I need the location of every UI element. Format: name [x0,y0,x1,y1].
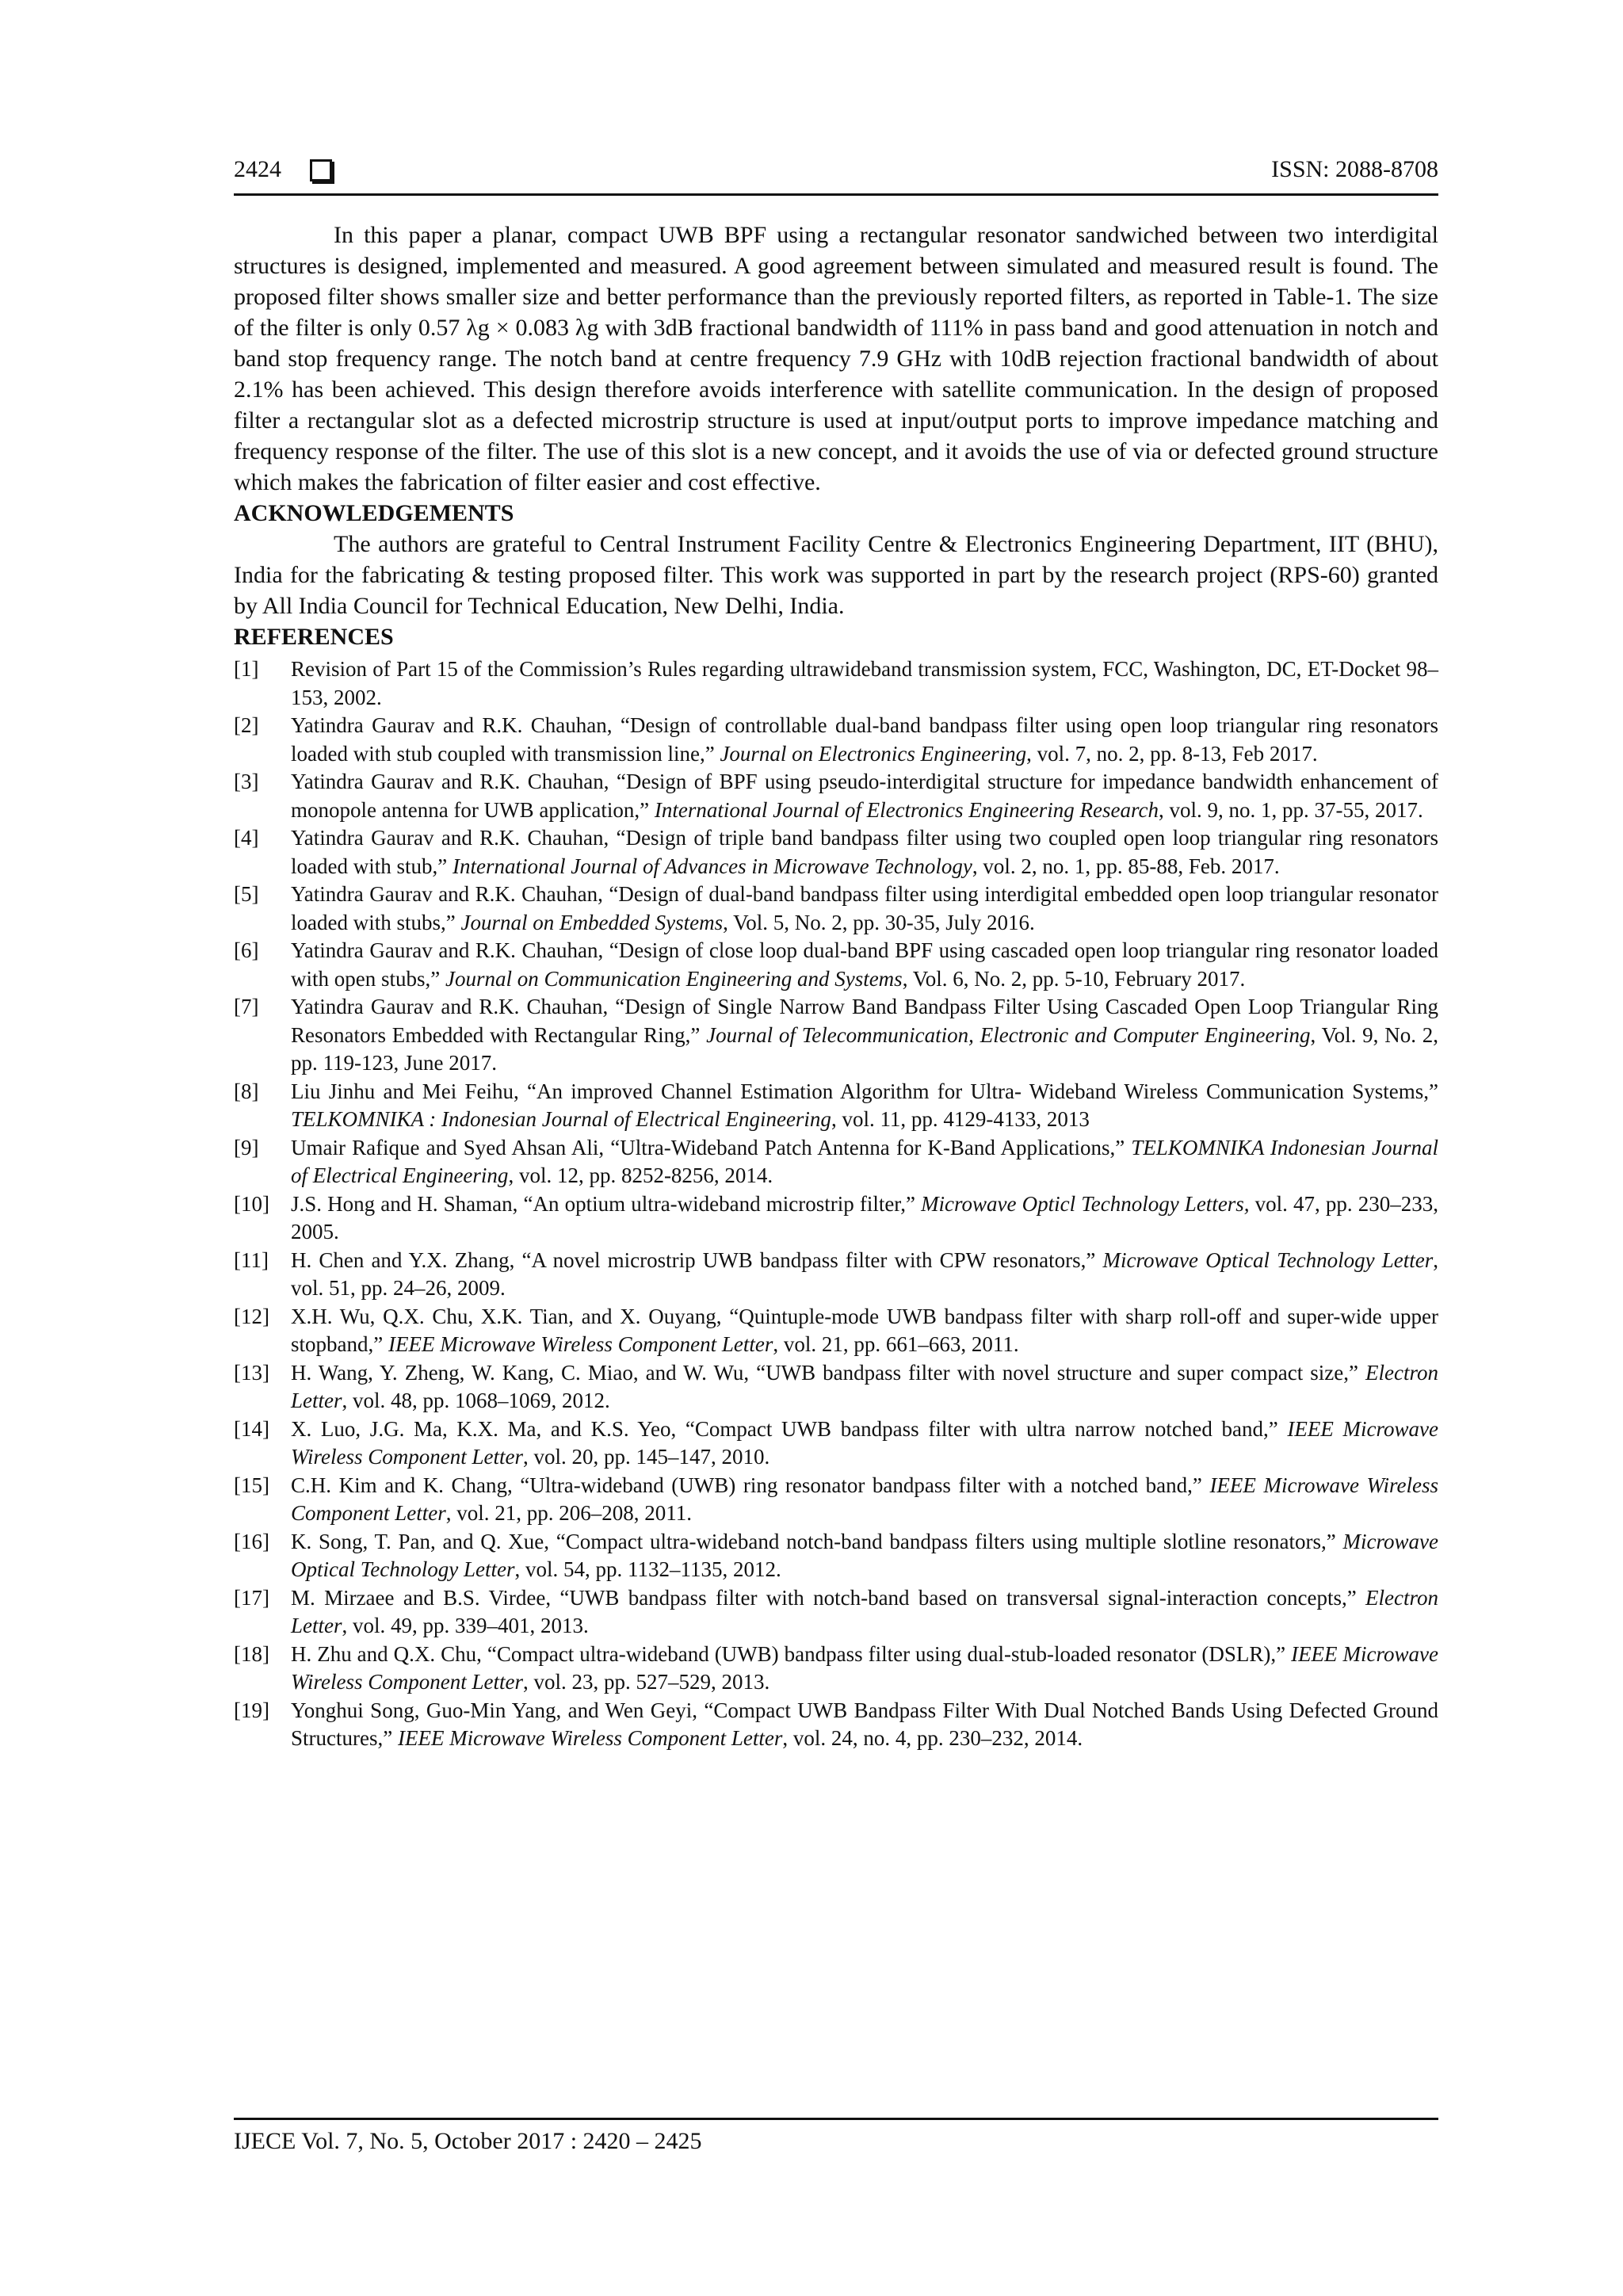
reference-journal: International Journal of Advances in Microwave Technology [452,854,972,878]
reference-text [291,1584,1438,1641]
reference-authors-title: Yonghui Song, Guo-Min Yang, and Wen Geyi, “Compact UWB Bandpass Filter With Dual Notched Bands Using Defected Ground Structures,” [291,1698,1438,1750]
reference-item [234,1641,1438,1697]
reference-item [234,1697,1438,1753]
reference-journal: TELKOMNIKA : Indonesian Journal of Electrical Engineering [291,1107,831,1131]
reference-authors-title: J.S. Hong and H. Shaman, “An optium ultra-wideband microstrip filter,” [291,1191,922,1216]
reference-text [291,1247,1438,1303]
reference-journal: Journal on Communication Engineering and Systems [445,966,903,991]
conclusion-paragraph: In this paper a planar, compact UWB BPF using a rectangular resonator sandwiched between two interdigital structures is designed, implemented and measured. A good agreement between simulated and measured result is found. The proposed filter shows smaller size and better performance than the previously reported filters, as reported in Table-1. The size of the filter is only 0.57 λg × 0.083 λg with 3dB fractional bandwidth of 111% in pass band and good attenuation in notch and band stop frequency range. The notch band at centre frequency 7.9 GHz with 10dB rejection fractional bandwidth of about 2.1% has been achieved. This design therefore avoids interference with satellite communication. In the design of proposed filter a rectangular slot as a defected microstrip structure is used at input/output ports to improve impedance matching and frequency response of the filter. The use of this slot is a new concept, and it avoids the use of via or defected ground structure which makes the fabrication of filter easier and cost effective. [234,222,1438,495]
reference-journal: Electron Letter [291,1585,1438,1637]
running-header [234,151,1438,196]
reference-journal: Microwave Optical Technology Letter [1102,1247,1434,1272]
reference-authors-title: Revision of Part 15 of the Commission’s Rules regarding ultrawideband transmission system, FCC, Washington, DC, ET-Docket 98–153, 2002. [291,657,1438,709]
acknowledgements-heading: ACKNOWLEDGEMENTS [234,500,514,526]
reference-journal: Journal on Embedded Systems [460,910,724,934]
page-body [234,151,1438,1753]
reference-number: [19] [234,1698,269,1722]
reference-text [291,1528,1438,1584]
reference-text [291,1472,1438,1528]
reference-details: , vol. 23, pp. 527–529, 2013. [522,1670,770,1694]
reference-details: , vol. 24, no. 4, pp. 230–232, 2014. [782,1726,1083,1750]
reference-text [291,1078,1438,1134]
reference-text [291,1359,1438,1415]
reference-authors-title: H. Zhu and Q.X. Chu, “Compact ultra-wideband (UWB) bandpass filter using dual-stub-loaded resonator (DSLR),” [291,1641,1292,1666]
reference-item [234,1415,1438,1472]
reference-journal: International Journal of Electronics Engineering Research [654,797,1159,822]
reference-details: , vol. 12, pp. 8252-8256, 2014. [508,1163,773,1187]
reference-number: [4] [234,826,259,850]
reference-item [234,1190,1438,1247]
reference-text [291,655,1438,712]
reference-authors-title: X.H. Wu, Q.X. Chu, X.K. Tian, and X. Ouyang, “Quintuple-mode UWB bandpass filter with sharp roll-off and super-wide upper stopband,” [291,1304,1438,1356]
reference-item [234,1528,1438,1584]
reference-authors-title: Yatindra Gaurav and R.K. Chauhan, “Design of triple band bandpass filter using two coupled open loop triangular ring resonators loaded with stub,” [291,826,1438,878]
references-heading: REFERENCES [234,624,394,650]
reference-details: , vol. 54, pp. 1132–1135, 2012. [514,1557,781,1581]
reference-journal: Electron Letter [291,1360,1438,1412]
reference-details: , vol. 49, pp. 339–401, 2013. [342,1614,589,1637]
reference-item [234,1303,1438,1359]
reference-journal: IEEE Microwave Wireless Component Letter [291,1473,1438,1525]
reference-number: [11] [234,1247,269,1272]
reference-number: [5] [234,882,259,906]
reference-item [234,937,1438,993]
reference-text [291,993,1438,1078]
reference-number: [18] [234,1641,269,1666]
reference-authors-title: H. Chen and Y.X. Zhang, “A novel microstrip UWB bandpass filter with CPW resonators,” [291,1247,1103,1272]
reference-journal: Microwave Opticl Technology Letters, [921,1191,1250,1216]
reference-details: , vol. 11, pp. 4129-4133, 2013 [831,1107,1090,1131]
reference-details: vol. 47, pp. 230–233, 2005. [291,1191,1438,1244]
reference-details: , vol. 2, no. 1, pp. 85-88, Feb. 2017. [972,854,1280,878]
footer-citation: IJECE Vol. 7, No. 5, October 2017 : 2420 – 2425 [234,2128,702,2154]
reference-number: [3] [234,770,259,793]
reference-item [234,1584,1438,1641]
reference-authors-title: X. Luo, J.G. Ma, K.X. Ma, and K.S. Yeo, “Compact UWB bandpass filter with ultra narrow notched band,” [291,1416,1288,1441]
reference-number: [8] [234,1079,259,1103]
reference-details: , vol. 20, pp. 145–147, 2010. [522,1445,770,1469]
reference-text [291,1303,1438,1359]
reference-item [234,712,1438,768]
reference-authors-title: H. Wang, Y. Zheng, W. Kang, C. Miao, and W. Wu, “UWB bandpass filter with novel structure and super compact size,” [291,1360,1366,1385]
reference-journal: TELKOMNIKA Indonesian Journal of Electrical Engineering [291,1135,1438,1187]
reference-journal: Journal on Electronics Engineering [720,741,1027,766]
reference-number: [13] [234,1360,269,1385]
reference-text [291,1134,1438,1190]
reference-details: , Vol. 5, No. 2, pp. 30-35, July 2016. [723,910,1035,934]
reference-item [234,768,1438,824]
reference-item [234,655,1438,712]
reference-list [234,655,1438,1753]
reference-journal: IEEE Microwave Wireless Component Letter [291,1641,1438,1694]
reference-authors-title: Yatindra Gaurav and R.K. Chauhan, “Design of controllable dual-band bandpass filter using open loop triangular ring resonators loaded with stub coupled with transmission line,” [291,713,1438,766]
reference-journal: Journal of Telecommunication, Electronic and Computer Engineering [706,1022,1311,1047]
reference-details: , vol. 21, pp. 206–208, 2011. [445,1501,692,1525]
reference-number: [9] [234,1135,259,1159]
reference-number: [1] [234,657,259,681]
reference-journal: IEEE Microwave Wireless Component Letter [388,1332,773,1356]
reference-item [234,1078,1438,1134]
reference-authors-title: Yatindra Gaurav and R.K. Chauhan, “Design of dual-band bandpass filter using interdigital embedded open loop triangular resonator loaded with stubs,” [291,882,1438,934]
reference-authors-title: Yatindra Gaurav and R.K. Chauhan, “Design of close loop dual-band BPF using cascaded open loop triangular ring resonator loaded with open stubs,” [291,938,1438,991]
reference-authors-title: M. Mirzaee and B.S. Virdee, “UWB bandpass filter with notch-band based on transversal signal-interaction concepts,” [291,1585,1366,1610]
header-left [234,156,332,183]
reference-text [291,1697,1438,1753]
reference-details: , Vol. 9, No. 2, pp. 119-123, June 2017. [291,1022,1438,1075]
reference-details: , vol. 48, pp. 1068–1069, 2012. [342,1389,610,1412]
reference-number: [6] [234,938,259,962]
issn: ISSN: 2088-8708 [1271,156,1438,182]
reference-text [291,712,1438,768]
reference-item [234,881,1438,937]
reference-item [234,1134,1438,1190]
acknowledgements-paragraph: The authors are grateful to Central Instrument Facility Centre & Electronics Engineering Department, IIT (BHU), India for the fabricating & testing proposed filter. This work was supported in part by the research project (RPS-60) granted by All India Council for Technical Education, New Delhi, India. [234,531,1438,619]
reference-details: , vol. 21, pp. 661–663, 2011. [773,1332,1019,1356]
reference-number: [16] [234,1529,269,1553]
reference-item [234,993,1438,1078]
reference-journal: IEEE Microwave Wireless Component Letter [291,1416,1438,1469]
reference-authors-title: Yatindra Gaurav and R.K. Chauhan, “Design of BPF using pseudo-interdigital structure for impedance bandwidth enhancement of monopole antenna for UWB application,” [291,770,1438,822]
reference-number: [17] [234,1585,269,1610]
reference-authors-title: K. Song, T. Pan, and Q. Xue, “Compact ultra-wideband notch-band bandpass filters using multiple slotline resonators,” [291,1529,1343,1553]
reference-journal: IEEE Microwave Wireless Component Letter [397,1726,783,1750]
reference-item [234,1359,1438,1415]
reference-item [234,824,1438,881]
reference-item [234,1247,1438,1303]
reference-authors-title: Liu Jinhu and Mei Feihu, “An improved Channel Estimation Algorithm for Ultra- Wideband Wireless Communication Systems,” [291,1079,1438,1103]
reference-number: [2] [234,713,259,737]
reference-details: , vol. 7, no. 2, pp. 8-13, Feb 2017. [1026,741,1318,766]
reference-number: [15] [234,1473,269,1497]
reference-number: [12] [234,1304,269,1328]
reference-text [291,768,1438,824]
reference-item [234,1472,1438,1528]
reference-text [291,881,1438,937]
reference-text [291,1190,1438,1247]
reference-journal: Microwave Optical Technology Letter [291,1529,1438,1581]
reference-number: [10] [234,1191,269,1216]
reference-authors-title: C.H. Kim and K. Chang, “Ultra-wideband (UWB) ring resonator bandpass filter with a notched band,” [291,1473,1210,1497]
page-number: 2424 [234,156,281,182]
reference-details: , Vol. 6, No. 2, pp. 5-10, February 2017. [902,966,1246,991]
reference-authors-title: Yatindra Gaurav and R.K. Chauhan, “Design of Single Narrow Band Bandpass Filter Using Cascaded Open Loop Triangular Ring Resonators Embedded with Rectangular Ring,” [291,995,1438,1047]
reference-authors-title: Umair Rafique and Syed Ahsan Ali, “Ultra-Wideband Patch Antenna for K-Band Applications,” [291,1135,1132,1159]
square-bullet-icon [310,159,332,181]
running-footer [234,2118,1438,2155]
reference-text [291,937,1438,993]
reference-text [291,1641,1438,1697]
reference-number: [14] [234,1416,269,1441]
reference-text [291,1415,1438,1472]
reference-details: , vol. 51, pp. 24–26, 2009. [291,1247,1438,1300]
reference-details: , vol. 9, no. 1, pp. 37-55, 2017. [1158,797,1423,822]
reference-text [291,824,1438,881]
reference-number: [7] [234,995,259,1018]
